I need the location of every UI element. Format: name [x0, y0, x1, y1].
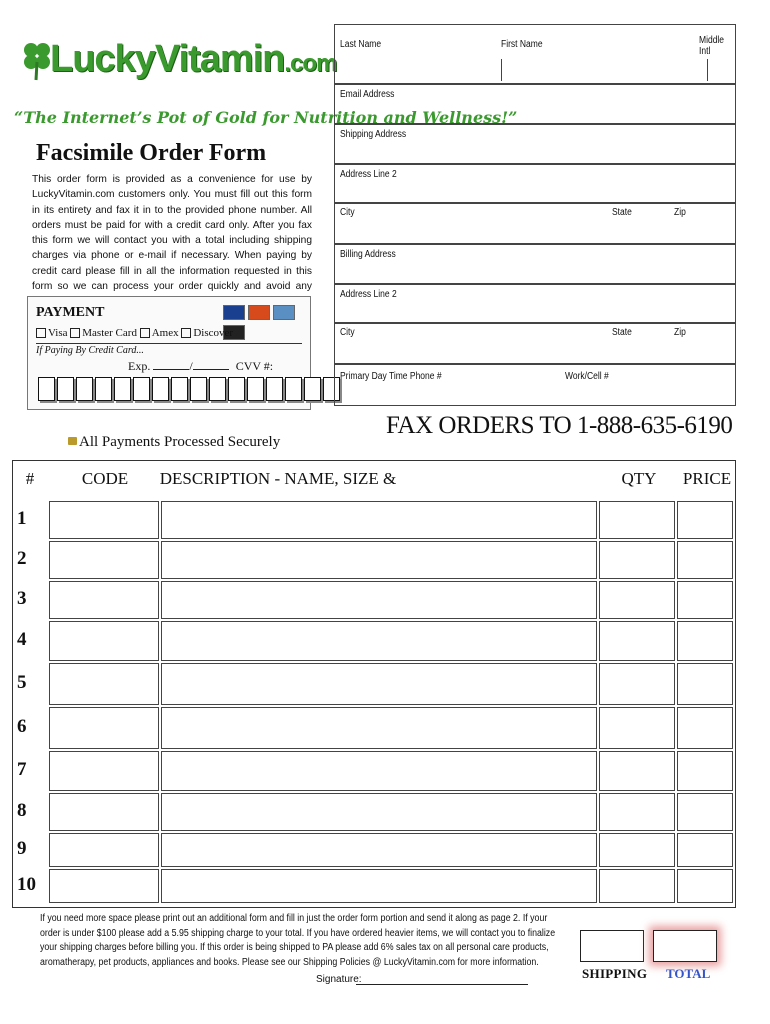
email-label: Email Address: [340, 89, 395, 100]
zip-label: Zip: [674, 207, 686, 218]
qty-cell[interactable]: [599, 793, 675, 831]
signature-label: Signature:: [316, 974, 362, 985]
cc-digit-box[interactable]: [304, 377, 321, 401]
code-cell[interactable]: [49, 833, 159, 867]
cc-digit-box[interactable]: [38, 377, 55, 401]
qty-cell[interactable]: [599, 501, 675, 539]
price-cell[interactable]: [677, 751, 733, 791]
zip-label: Zip: [674, 327, 686, 338]
description-cell[interactable]: [161, 501, 597, 539]
footer-note: If you need more space please print out an additional form and fill in just the order form portion and send it along as page 2. If your order is under $100 please add a 5.95 shipping charge to your total. If you have ordered heavier items, we will contact you to finalize your shipping charges before billing you. If this order is being shipped to PA please add 6% sales tax on all personal care products, aromatherapy, pet products, appliances and books. Please see our Shipping Policies @ LuckyVitamin.com for more information.: [40, 913, 556, 968]
price-cell[interactable]: [677, 663, 733, 705]
header-num: #: [25, 469, 35, 488]
payment-title: PAYMENT: [36, 305, 105, 320]
shipping-city-state-zip-field[interactable]: [334, 202, 736, 244]
price-cell[interactable]: [677, 793, 733, 831]
total-amount-field[interactable]: [653, 930, 717, 962]
divider: [707, 59, 708, 81]
qty-cell[interactable]: [599, 663, 675, 705]
price-cell[interactable]: [677, 541, 733, 579]
option-discover[interactable]: Discover: [181, 327, 233, 339]
lock-icon: [68, 437, 77, 445]
qty-cell[interactable]: [599, 707, 675, 749]
header-qty: QTY: [621, 469, 657, 488]
signature-field[interactable]: [356, 984, 528, 985]
description-cell[interactable]: [161, 621, 597, 661]
row-number: 4: [17, 629, 27, 650]
order-table: [12, 460, 736, 908]
cc-digit-box[interactable]: [266, 377, 283, 401]
address-line2-label: Address Line 2: [340, 169, 397, 180]
price-cell[interactable]: [677, 869, 733, 903]
checkbox-icon[interactable]: [36, 328, 46, 338]
qty-cell[interactable]: [599, 869, 675, 903]
exp-label: Exp.: [128, 359, 151, 373]
cc-digit-box[interactable]: [285, 377, 302, 401]
price-cell[interactable]: [677, 621, 733, 661]
header-price: PRICE: [682, 469, 732, 488]
checkbox-icon[interactable]: [140, 328, 150, 338]
row-number: 10: [17, 874, 36, 895]
divider: [501, 59, 502, 81]
exp-year-field[interactable]: [193, 369, 229, 370]
form-title: Facsimile Order Form: [36, 140, 267, 166]
shipping-address-field[interactable]: [334, 124, 736, 164]
cc-digit-box[interactable]: [95, 377, 112, 401]
description-cell[interactable]: [161, 707, 597, 749]
qty-cell[interactable]: [599, 581, 675, 619]
card-options: [36, 327, 233, 339]
logo-com: .com: [284, 50, 337, 77]
code-cell[interactable]: [49, 621, 159, 661]
cc-digit-box[interactable]: [114, 377, 131, 401]
cc-digit-box[interactable]: [152, 377, 169, 401]
cc-digit-box[interactable]: [247, 377, 264, 401]
secure-payments-note: All Payments Processed Securely: [68, 434, 280, 451]
price-cell[interactable]: [677, 707, 733, 749]
exp-month-field[interactable]: [153, 369, 189, 370]
code-cell[interactable]: [49, 581, 159, 619]
row-number: 8: [17, 800, 27, 821]
row-number: 5: [17, 672, 27, 693]
intro-text: This order form is provided as a convenience for use by LuckyVitamin.com customers only. You must fill out this form in its entirety and fax it in to the provided phone number. All orders must be paid for with a credit card only. After you fax this form we will contact you with a total including shipping charges via phone or e-mail if necessary. When paying by credit card please fill in all the information requested in this form so we can process your order quickly and avoid any: [32, 174, 312, 293]
code-cell[interactable]: [49, 751, 159, 791]
description-cell[interactable]: [161, 833, 597, 867]
payment-box: [27, 296, 311, 410]
price-cell[interactable]: [677, 581, 733, 619]
qty-cell[interactable]: [599, 621, 675, 661]
code-cell[interactable]: [49, 707, 159, 749]
cc-digit-box[interactable]: [228, 377, 245, 401]
city-label: City: [340, 327, 355, 338]
total-label: TOTAL: [666, 966, 711, 981]
row-number: 7: [17, 759, 27, 780]
last-name-label: Last Name: [340, 39, 382, 50]
row-number: 2: [17, 548, 27, 569]
description-cell[interactable]: [161, 581, 597, 619]
exp-separator: /: [189, 359, 193, 373]
code-cell[interactable]: [49, 501, 159, 539]
checkbox-icon[interactable]: [181, 328, 191, 338]
code-cell[interactable]: [49, 663, 159, 705]
checkbox-icon[interactable]: [70, 328, 80, 338]
header-code: CODE: [81, 469, 129, 488]
header-description: DESCRIPTION - NAME, SIZE &: [159, 469, 397, 488]
billing-address-label: Billing Address: [340, 249, 396, 260]
option-amex[interactable]: Amex: [140, 327, 179, 339]
price-cell[interactable]: [677, 833, 733, 867]
day-phone-label: Primary Day Time Phone #: [340, 371, 442, 382]
email-field[interactable]: [334, 84, 736, 124]
cc-digit-box[interactable]: [76, 377, 93, 401]
description-cell[interactable]: [161, 751, 597, 791]
billing-address-field[interactable]: [334, 244, 736, 284]
cc-label: If Paying By Credit Card...: [36, 345, 144, 356]
row-number: 1: [17, 508, 27, 529]
divider: [36, 343, 302, 344]
middle-initial-label: Middle Intl: [699, 35, 725, 57]
state-label: State: [612, 207, 632, 218]
qty-cell[interactable]: [599, 833, 675, 867]
shipping-address-line2-field[interactable]: [334, 164, 736, 204]
row-number: 6: [17, 716, 27, 737]
cvv-label: CVV #:: [235, 359, 274, 373]
row-number: 3: [17, 588, 27, 609]
shipping-label: SHIPPING: [582, 966, 648, 981]
cc-digit-box[interactable]: [209, 377, 226, 401]
description-cell[interactable]: [161, 869, 597, 903]
amex-card-icon: [273, 305, 295, 320]
clover-icon: [22, 40, 52, 82]
name-field-box[interactable]: [334, 24, 736, 84]
description-cell[interactable]: [161, 793, 597, 831]
row-number: 9: [17, 838, 27, 859]
code-cell[interactable]: [49, 793, 159, 831]
mastercard-icon: [248, 305, 270, 320]
phone-field-box[interactable]: [334, 364, 736, 406]
first-name-label: First Name: [501, 39, 543, 50]
shipping-address-label: Shipping Address: [340, 129, 407, 140]
card-logos: [223, 305, 310, 345]
cc-digit-box[interactable]: [171, 377, 188, 401]
fax-number-heading: FAX ORDERS TO 1-888-635-6190: [386, 412, 733, 439]
address-line2-label: Address Line 2: [340, 289, 397, 300]
cc-digit-box[interactable]: [190, 377, 207, 401]
option-mastercard[interactable]: Master Card: [70, 327, 137, 339]
logo-vitamin: Vitamin: [154, 38, 285, 80]
cc-number-boxes: [38, 377, 340, 401]
description-cell[interactable]: [161, 541, 597, 579]
state-label: State: [612, 327, 632, 338]
code-cell[interactable]: [49, 869, 159, 903]
billing-city-state-zip-field[interactable]: [334, 322, 736, 364]
logo-lucky: Lucky: [50, 38, 155, 80]
code-cell[interactable]: [49, 541, 159, 579]
cc-digit-box[interactable]: [133, 377, 150, 401]
qty-cell[interactable]: [599, 751, 675, 791]
tagline: “The Internet’s Pot of Gold for Nutrition and Wellness!”: [14, 108, 518, 127]
city-label: City: [340, 207, 355, 218]
work-phone-label: Work/Cell #: [565, 371, 609, 382]
shipping-amount-field[interactable]: [580, 930, 644, 962]
cc-digit-box[interactable]: [57, 377, 74, 401]
option-visa[interactable]: Visa: [36, 327, 68, 339]
qty-cell[interactable]: [599, 541, 675, 579]
description-cell[interactable]: [161, 663, 597, 705]
visa-card-icon: [223, 305, 245, 320]
price-cell[interactable]: [677, 501, 733, 539]
luckyvitamin-logo: [22, 34, 337, 94]
billing-address-line2-field[interactable]: [334, 284, 736, 324]
